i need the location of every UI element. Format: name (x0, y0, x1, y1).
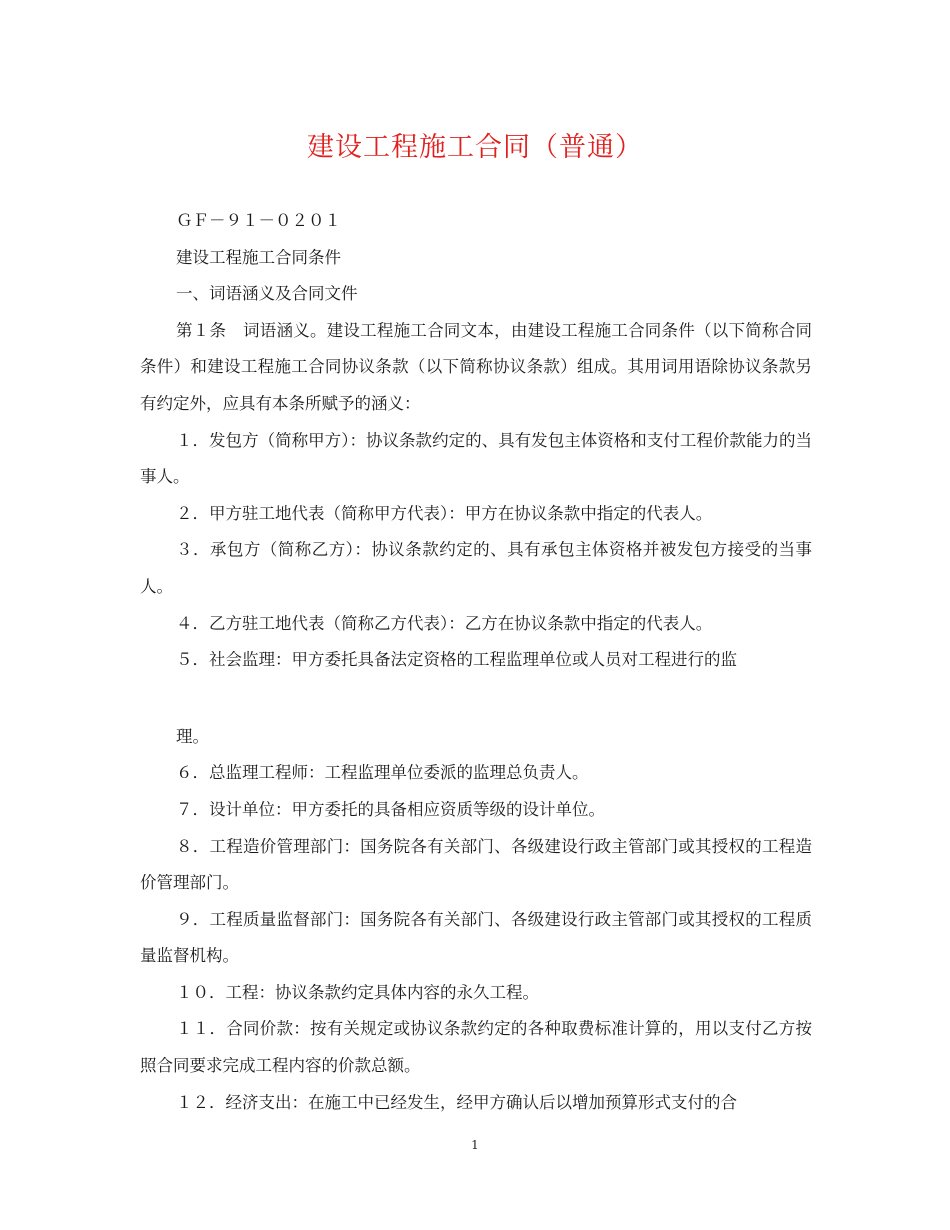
paragraph-item-10: １０．工程：协议条款约定具体内容的永久工程。 (176, 982, 539, 1002)
paragraph-item-7: ７．设计单位：甲方委托的具备相应资质等级的设计单位。 (176, 799, 605, 819)
document-body (140, 203, 812, 1121)
paragraph-section-heading: 建设工程施工合同条件 (176, 247, 341, 267)
paragraph-form-code: ＧＦ－９１－０２０１ (176, 211, 341, 230)
paragraph-article-1: 第１条 词语涵义。建设工程施工合同文本，由建设工程施工合同条件（以下简称合同条件）和建设工程施工合同协议条款（以下简称协议条款）组成。其用词用语除协议条款另有约定外，应具有本条所赋予的涵义： (140, 320, 812, 413)
paragraph-item-5-continued: 理。 (176, 726, 209, 746)
paragraph-item-12: １２．经济支出：在施工中已经发生，经甲方确认后以增加预算形式支付的合 (176, 1092, 737, 1112)
paragraph-item-8: ８．工程造价管理部门：国务院各有关部门、各级建设行政主管部门或其授权的工程造价管理部门。 (140, 836, 812, 893)
paragraph-item-3: ３．承包方（简称乙方）：协议条款约定的、具有承包主体资格并被发包方接受的当事人。 (140, 540, 812, 596)
paragraph-item-4: ４．乙方驻工地代表（简称乙方代表）：乙方在协议条款中指定的代表人。 (176, 613, 713, 633)
paragraph-item-1: １．发包方（简称甲方）：协议条款约定的、具有发包主体资格和支付工程价款能力的当事人。 (140, 430, 812, 487)
paragraph-item-11: １１．合同价款：按有关规定或协议条款约定的各种取费标准计算的，用以支付乙方按照合同要求完成工程内容的价款总额。 (140, 1019, 812, 1076)
paragraph-item-2: ２．甲方驻工地代表（简称甲方代表）：甲方在协议条款中指定的代表人。 (176, 503, 713, 523)
paragraph-item-6: ６．总监理工程师：工程监理单位委派的监理总负责人。 (176, 763, 589, 783)
page-number: 1 (471, 1138, 479, 1152)
paragraph-chapter-heading: 一、词语涵义及合同文件 (176, 284, 358, 304)
paragraph-item-9: ９．工程质量监督部门：国务院各有关部门、各级建设行政主管部门或其授权的工程质量监督机构。 (140, 909, 812, 966)
paragraph-item-5: ５．社会监理：甲方委托具备法定资格的工程监理单位或人员对工程进行的监 (176, 650, 737, 670)
paragraph-gap (140, 679, 812, 719)
document-title: 建设工程施工合同（普通） (307, 132, 643, 163)
